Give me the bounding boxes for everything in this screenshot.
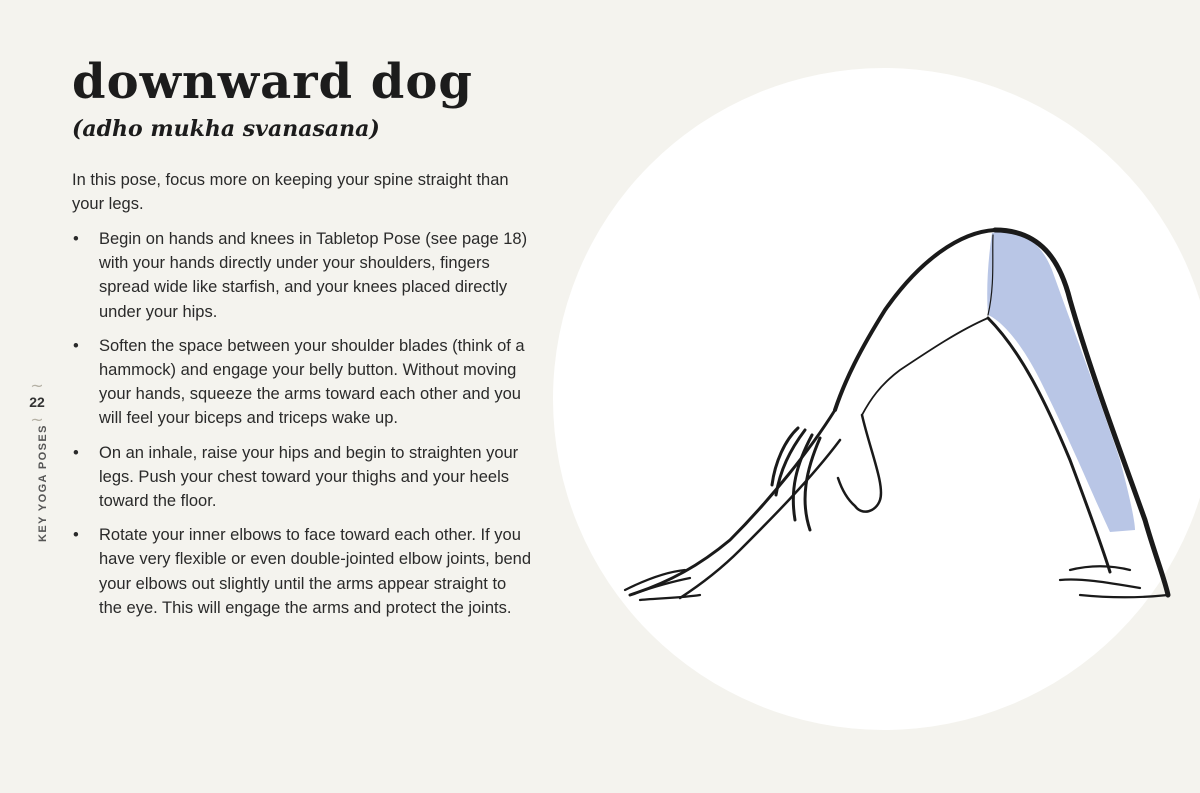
list-item-text: Rotate your inner elbows to face toward each other. If you have very flexible or even double-jointed elbow joints, bend your elbows out slightly until the arms appear straight to the eye. This will engage the arms and protect the joints. <box>99 526 532 617</box>
head-outline <box>838 415 881 512</box>
section-label: KEY YOGA POSES <box>37 424 49 542</box>
bullet-dot: • <box>73 230 79 248</box>
downward-dog-illustration <box>600 200 1200 620</box>
list-item-text: Begin on hands and knees in Tabletop Pose (see page 18) with your hands directly under your shoulders, fingers spread wide like starfish, and your knees placed directly under your hips. <box>99 230 528 321</box>
arm-outline-bottom <box>680 440 840 598</box>
pose-sanskrit-subtitle: (adho mukha svanasana) <box>72 116 380 142</box>
page-number: 22 <box>29 394 45 410</box>
intro-paragraph: In this pose, focus more on keeping your spine straight than your legs. <box>72 171 509 213</box>
list-item <box>72 441 532 514</box>
page-title: downward dog <box>72 54 473 110</box>
back-outline <box>835 230 995 410</box>
feet-outline <box>1060 566 1168 597</box>
hands-outline <box>625 570 700 600</box>
list-item <box>72 227 532 324</box>
page-sidebar <box>22 376 52 550</box>
list-item-text: On an inhale, raise your hips and begin to straighten your legs. Push your chest toward your thighs and your heels toward the floor. <box>99 443 519 511</box>
ornament-bottom: ~ <box>30 410 44 429</box>
ornament-top: ~ <box>30 376 44 395</box>
bullet-dot: • <box>73 526 79 545</box>
bullet-dot: • <box>73 336 79 355</box>
bullet-dot: • <box>73 443 79 462</box>
instruction-list <box>72 227 532 630</box>
list-item <box>72 523 532 620</box>
list-item-text: Soften the space between your shoulder blades (think of a hammock) and engage your belly button. Without moving your hands, squeeze the arms toward each other and you will feel your biceps and triceps wake up. <box>99 336 525 428</box>
belly-outline <box>862 318 988 415</box>
list-item <box>72 334 532 431</box>
